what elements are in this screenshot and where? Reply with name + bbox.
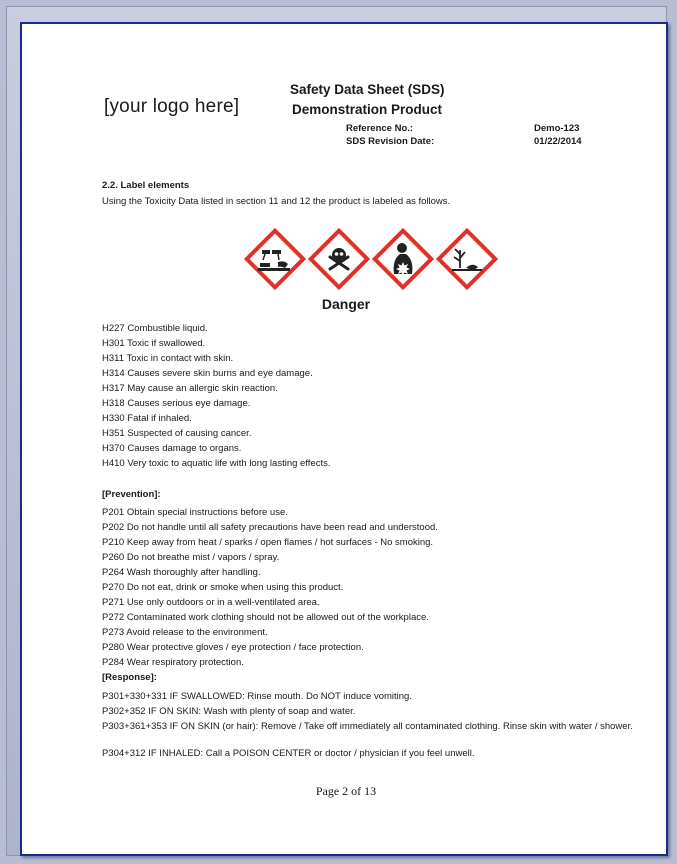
hazard-statement: H351 Suspected of causing cancer. bbox=[102, 428, 252, 439]
hazard-statement: H370 Causes damage to organs. bbox=[102, 443, 242, 454]
hazard-statement: H227 Combustible liquid. bbox=[102, 323, 208, 334]
hazard-statement: H318 Causes serious eye damage. bbox=[102, 398, 251, 409]
revision-date-label: SDS Revision Date: bbox=[346, 136, 435, 147]
prevention-statement: P280 Wear protective gloves / eye protection / face protection. bbox=[102, 642, 364, 653]
hazard-statement: H410 Very toxic to aquatic life with long lasting effects. bbox=[102, 458, 331, 469]
page-number: Page 2 of 13 bbox=[315, 784, 377, 798]
section-title: 2.2. Label elements bbox=[102, 180, 190, 191]
product-name: Demonstration Product bbox=[292, 102, 443, 117]
prevention-heading: [Prevention]: bbox=[102, 489, 161, 500]
prevention-statement: P272 Contaminated work clothing should not be allowed out of the workplace. bbox=[102, 612, 429, 623]
ghs-pictograms bbox=[244, 228, 504, 294]
prevention-statement: P201 Obtain special instructions before use. bbox=[102, 507, 288, 518]
prevention-statement: P260 Do not breathe mist / vapors / spray. bbox=[102, 552, 280, 563]
hazard-statement: H330 Fatal if inhaled. bbox=[102, 413, 192, 424]
response-statement: P304+312 IF INHALED: Call a POISON CENTER or doctor / physician if you feel unwell. bbox=[102, 748, 475, 759]
skull-crossbones-icon bbox=[308, 228, 370, 290]
health-hazard-icon bbox=[372, 228, 434, 290]
prevention-statement: P202 Do not handle until all safety precautions have been read and understood. bbox=[102, 522, 438, 533]
hazard-statement: H317 May cause an allergic skin reaction. bbox=[102, 383, 278, 394]
document-frame bbox=[6, 6, 667, 856]
response-heading: [Response]: bbox=[102, 672, 157, 683]
hazard-statement: H314 Causes severe skin burns and eye damage. bbox=[102, 368, 313, 379]
response-statement: P303+361+353 IF ON SKIN (or hair): Remove / Take off immediately all contaminated clothing. Rinse skin with water / shower. bbox=[102, 721, 633, 732]
prevention-statement: P270 Do not eat, drink or smoke when using this product. bbox=[102, 582, 344, 593]
reference-label: Reference No.: bbox=[346, 123, 414, 134]
corrosion-icon bbox=[244, 228, 306, 290]
prevention-statement: P210 Keep away from heat / sparks / open flames / hot surfaces - No smoking. bbox=[102, 537, 434, 548]
document-page bbox=[20, 22, 668, 856]
reference-value: Demo-123 bbox=[534, 123, 580, 134]
logo-placeholder: [your logo here] bbox=[104, 96, 240, 117]
section-intro: Using the Toxicity Data listed in section 11 and 12 the product is labeled as follows. bbox=[102, 196, 451, 207]
prevention-statement: P271 Use only outdoors or in a well-ventilated area. bbox=[102, 597, 320, 608]
prevention-statement: P284 Wear respiratory protection. bbox=[102, 657, 244, 668]
signal-word: Danger bbox=[321, 296, 371, 312]
hazard-statement: H311 Toxic in contact with skin. bbox=[102, 353, 234, 364]
prevention-statement: P273 Avoid release to the environment. bbox=[102, 627, 268, 638]
response-statement: P301+330+331 IF SWALLOWED: Rinse mouth. Do NOT induce vomiting. bbox=[102, 691, 412, 702]
hazard-statement: H301 Toxic if swallowed. bbox=[102, 338, 206, 349]
document-title: Safety Data Sheet (SDS) bbox=[290, 82, 445, 97]
response-statement: P302+352 IF ON SKIN: Wash with plenty of soap and water. bbox=[102, 706, 356, 717]
revision-date-value: 01/22/2014 bbox=[534, 136, 582, 147]
environment-icon bbox=[436, 228, 498, 290]
prevention-statement: P264 Wash thoroughly after handling. bbox=[102, 567, 261, 578]
